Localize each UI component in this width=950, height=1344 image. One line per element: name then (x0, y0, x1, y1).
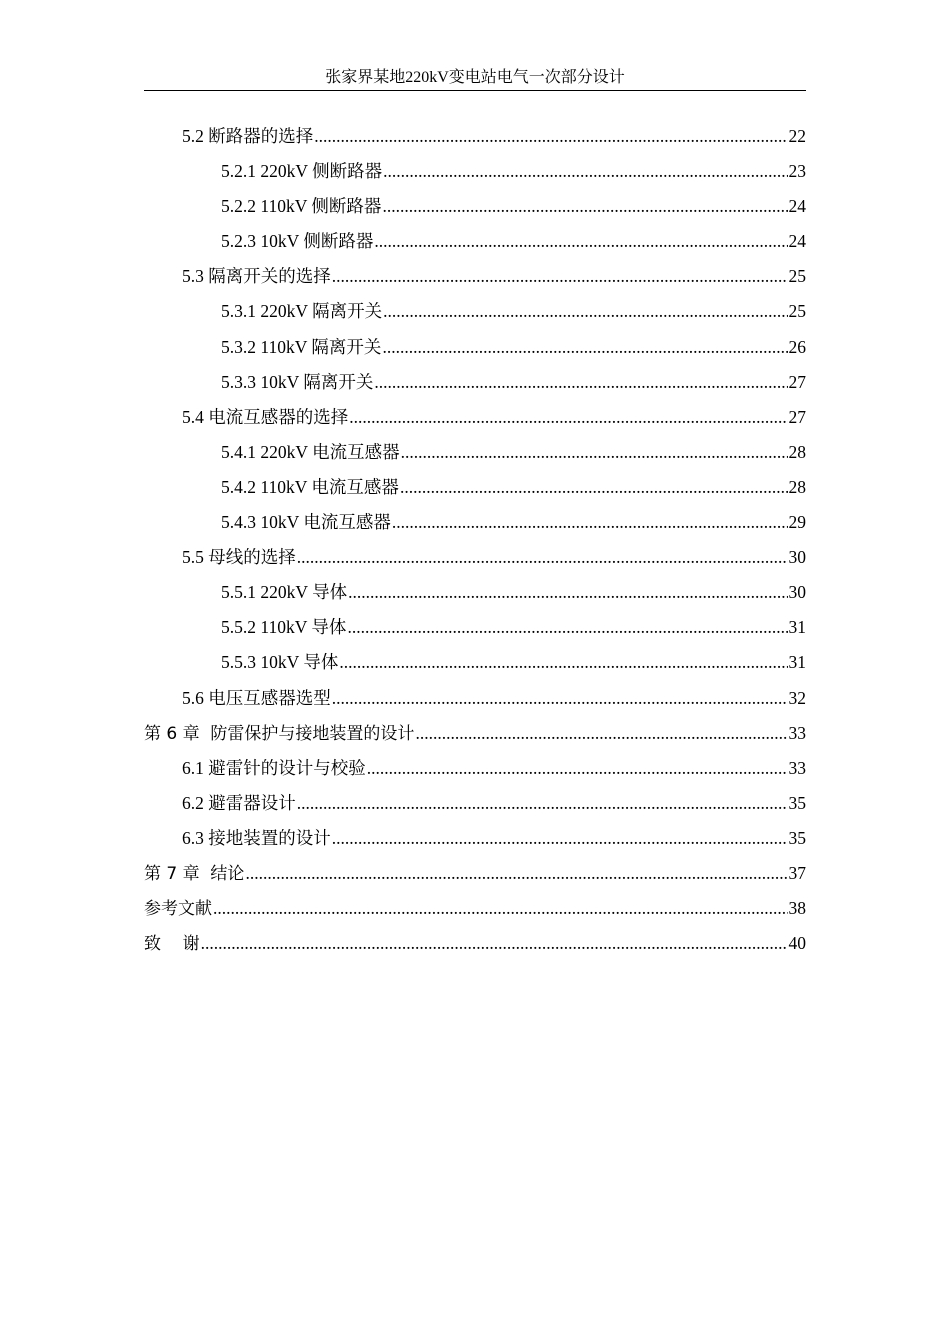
toc-entry-page-number: 29 (788, 512, 806, 533)
toc-entry-page-number: 40 (788, 933, 806, 954)
toc-entry-title: 5.2.1 220kV 侧断路器 (221, 161, 383, 182)
toc-entry-page-number: 33 (788, 722, 806, 743)
toc-dot-leader (213, 891, 788, 926)
toc-entry[interactable] (144, 645, 806, 680)
toc-entry-page-number: 32 (788, 687, 806, 708)
toc-entry-title: 5.2 断路器的选择 (182, 126, 314, 146)
toc-entry-page-number: 25 (788, 266, 806, 287)
toc-entry-title: 5.4.2 110kV 电流互感器 (221, 476, 399, 497)
toc-entry[interactable] (144, 926, 806, 961)
toc-dot-leader (415, 716, 787, 751)
toc-entry-title: 5.4.3 10kV 电流互感器 (221, 512, 391, 533)
toc-dot-leader (383, 294, 787, 329)
toc-entry-title: 5.5 母线的选择 (182, 547, 296, 568)
toc-dot-leader (374, 365, 787, 400)
toc-entry[interactable] (144, 891, 806, 926)
toc-entry-title: 5.4.1 220kV 电流互感器 (221, 441, 400, 462)
toc-entry[interactable] (144, 330, 806, 365)
document-title: 张家界某地220kV变电站电气一次部分设计 (325, 69, 625, 86)
toc-entry[interactable] (144, 365, 806, 400)
toc-entry-page-number: 38 (788, 898, 806, 919)
toc-entry[interactable] (144, 505, 806, 540)
toc-entry-title: 5.2.2 110kV 侧断路器 (221, 196, 382, 217)
table-of-contents (144, 119, 806, 961)
toc-entry-page-number: 30 (788, 547, 806, 568)
toc-entry-page-number: 26 (788, 336, 806, 357)
toc-entry-page-number: 31 (788, 652, 806, 673)
toc-entry[interactable] (144, 610, 806, 645)
toc-entry-page-number: 35 (788, 827, 806, 848)
toc-entry-page-number: 28 (788, 441, 806, 462)
toc-dot-leader (367, 751, 788, 786)
toc-dot-leader (374, 224, 787, 259)
toc-entry-page-number: 37 (788, 862, 806, 883)
toc-entry[interactable] (144, 786, 806, 821)
toc-entry-page-number: 25 (788, 301, 806, 322)
toc-entry[interactable] (144, 294, 806, 329)
toc-entry[interactable] (144, 470, 806, 505)
toc-entry-page-number: 27 (788, 406, 806, 427)
toc-dot-leader (400, 470, 788, 505)
toc-entry[interactable] (144, 821, 806, 856)
toc-dot-leader (297, 540, 788, 575)
toc-entry-title: 5.3.2 110kV 隔离开关 (221, 336, 382, 357)
toc-dot-leader (349, 400, 787, 435)
toc-entry[interactable] (144, 189, 806, 224)
toc-entry[interactable] (144, 119, 806, 154)
toc-entry[interactable] (144, 154, 806, 189)
toc-dot-leader (332, 821, 788, 856)
toc-entry-title: 5.3.3 10kV 隔离开关 (221, 371, 374, 392)
toc-entry-page-number: 35 (788, 792, 806, 813)
toc-entry[interactable] (144, 224, 806, 259)
toc-entry-title: 6.3 接地装置的设计 (182, 827, 331, 848)
toc-entry[interactable] (144, 716, 806, 751)
toc-dot-leader (382, 189, 787, 224)
toc-entry-title: 第 6 章 防雷保护与接地装置的设计 (144, 723, 415, 744)
toc-entry-title: 6.1 避雷针的设计与校验 (182, 757, 366, 778)
toc-entry-page-number: 22 (788, 126, 806, 146)
toc-dot-leader (332, 681, 788, 716)
toc-entry[interactable] (144, 751, 806, 786)
toc-entry-page-number: 30 (788, 582, 806, 603)
toc-entry-title: 6.2 避雷器设计 (182, 792, 296, 813)
toc-entry[interactable] (144, 856, 806, 891)
toc-entry[interactable] (144, 540, 806, 575)
toc-entry-page-number: 28 (788, 476, 806, 497)
toc-entry-title: 5.3.1 220kV 隔离开关 (221, 301, 383, 322)
toc-entry[interactable] (144, 575, 806, 610)
toc-entry-page-number: 33 (788, 757, 806, 778)
toc-entry-title: 参考文献 (144, 899, 212, 920)
toc-entry-page-number: 24 (788, 196, 806, 217)
toc-entry-title: 5.6 电压互感器选型 (182, 687, 331, 708)
toc-entry-title: 致 谢 (144, 934, 200, 955)
page-header (144, 66, 806, 91)
toc-entry[interactable] (144, 400, 806, 435)
toc-entry-title: 5.4 电流互感器的选择 (182, 406, 349, 427)
toc-entry-page-number: 27 (788, 371, 806, 392)
toc-dot-leader (201, 926, 788, 961)
toc-dot-leader (383, 154, 787, 189)
toc-entry-page-number: 23 (788, 161, 806, 182)
toc-entry-title: 5.2.3 10kV 侧断路器 (221, 231, 374, 252)
toc-dot-leader (348, 575, 787, 610)
toc-dot-leader (314, 119, 787, 154)
toc-dot-leader (382, 330, 787, 365)
toc-dot-leader (392, 505, 788, 540)
toc-entry-page-number: 24 (788, 231, 806, 252)
toc-entry-title: 5.5.1 220kV 导体 (221, 582, 348, 603)
toc-dot-leader (332, 259, 788, 294)
toc-dot-leader (401, 435, 788, 470)
toc-dot-leader (297, 786, 788, 821)
toc-entry-title: 5.5.3 10kV 导体 (221, 652, 339, 673)
toc-entry-title: 5.5.2 110kV 导体 (221, 617, 347, 638)
toc-entry-title: 5.3 隔离开关的选择 (182, 266, 331, 287)
toc-dot-leader (339, 645, 787, 680)
toc-entry[interactable] (144, 435, 806, 470)
toc-entry[interactable] (144, 259, 806, 294)
toc-dot-leader (347, 610, 787, 645)
toc-entry-page-number: 31 (788, 617, 806, 638)
toc-entry-title: 第 7 章 结论 (144, 863, 245, 884)
toc-entry[interactable] (144, 681, 806, 716)
toc-dot-leader (245, 856, 787, 891)
